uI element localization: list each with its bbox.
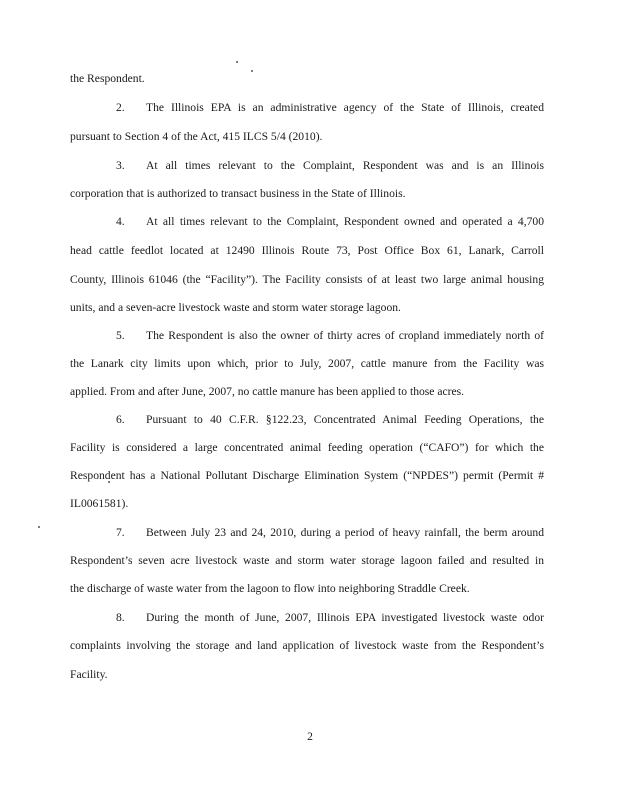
text-line: During the month of June, 2007, Illinois EPA investigated livestock waste odor [146, 611, 544, 624]
text-line: Respondent’s seven acre livestock waste and storm water storage lagoon failed and resulted in [70, 554, 544, 567]
text-line: the discharge of waste water from the lagoon to flow into neighboring Straddle Creek. [70, 582, 470, 595]
text-line: Between July 23 and 24, 2010, during a period of heavy rainfall, the berm around [146, 526, 544, 539]
text-line: At all times relevant to the Complaint, Respondent owned and operated a 4,700 [146, 215, 544, 228]
paragraph-number: 2. [116, 101, 125, 114]
paragraph-number: 6. [116, 413, 125, 426]
text-line: Facility is considered a large concentrated animal feeding operation (“CAFO”) for which the [70, 441, 544, 454]
text-line: Respondent has a National Pollutant Discharge Elimination System (“NPDES”) permit (Permit # [70, 469, 544, 482]
text-line: the Respondent. [70, 72, 145, 85]
paragraph-number: 8. [116, 611, 125, 624]
text-line: head cattle feedlot located at 12490 Illinois Route 73, Post Office Box 61, Lanark, Carroll [70, 244, 544, 257]
text-line: applied. From and after June, 2007, no cattle manure has been applied to those acres. [70, 385, 465, 398]
scan-speck [236, 61, 238, 63]
paragraph-number: 4. [116, 215, 125, 228]
text-line: pursuant to Section 4 of the Act, 415 ILCS 5/4 (2010). [70, 130, 323, 143]
text-line: Facility. [70, 668, 108, 681]
text-line: Pursuant to 40 C.F.R. §122.23, Concentrated Animal Feeding Operations, the [146, 413, 544, 426]
scan-speck [38, 526, 40, 528]
text-line: County, Illinois 61046 (the “Facility”). The Facility consists of at least two large animal housing [70, 273, 544, 286]
text-line: The Illinois EPA is an administrative agency of the State of Illinois, created [146, 101, 544, 114]
text-line: complaints involving the storage and land application of livestock waste from the Respondent’s [70, 639, 544, 652]
page-number: 2 [307, 730, 313, 743]
text-line: The Respondent is also the owner of thirty acres of cropland immediately north of [146, 329, 544, 342]
paragraph-number: 5. [116, 329, 125, 342]
text-line: At all times relevant to the Complaint, Respondent was and is an Illinois [146, 159, 544, 172]
paragraph-number: 7. [116, 526, 125, 539]
text-line: corporation that is authorized to transact business in the State of Illinois. [70, 187, 406, 200]
paragraph-number: 3. [116, 159, 125, 172]
text-line: the Lanark city limits upon which, prior to July, 2007, cattle manure from the Facility was [70, 357, 544, 370]
text-line: units, and a seven-acre livestock waste and storm water storage lagoon. [70, 301, 401, 314]
text-line: IL0061581). [70, 497, 129, 510]
